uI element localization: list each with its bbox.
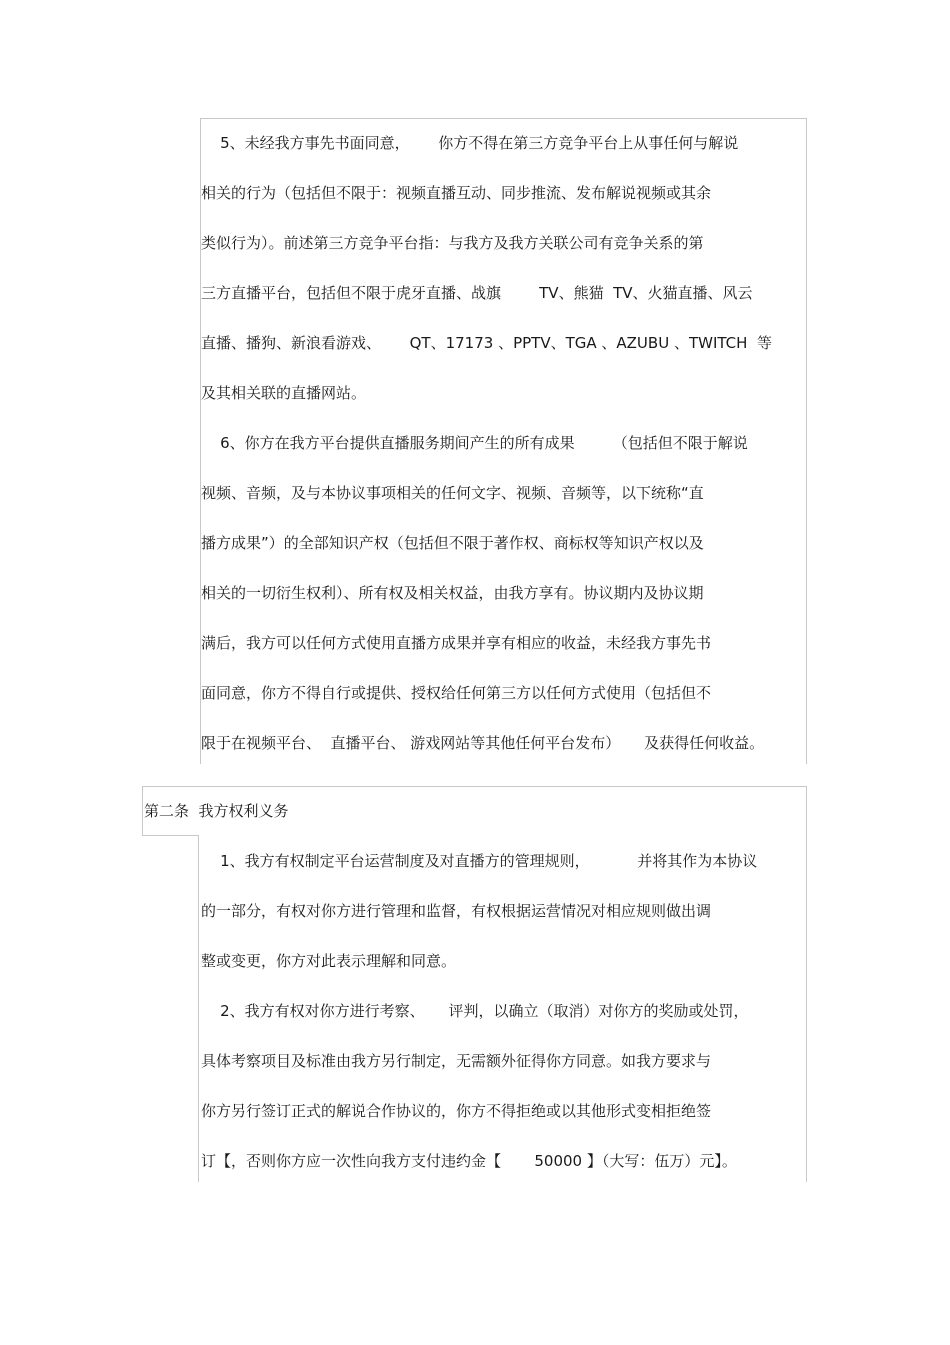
heading-left-border <box>142 786 143 836</box>
text-line: 面同意，你方不得自行或提供、授权给任何第三方以任何方式使用（包括但不 <box>201 684 712 702</box>
text-line: 2、我方有权对你方进行考察、 评判，以确立（取消）对你方的奖励或处罚， <box>201 1002 749 1020</box>
text-line: 整或变更，你方对此表示理解和同意。 <box>201 952 457 970</box>
text-line: 三方直播平台，包括但不限于虎牙直播、战旗 TV、熊猫 TV、火猫直播、风云 <box>201 284 753 302</box>
text-line: 播方成果”）的全部知识产权（包括但不限于著作权、商标权等知识产权以及 <box>201 534 704 552</box>
text-line: 1、我方有权制定平台运营制度及对直播方的管理规则， 并将其作为本协议 <box>201 852 758 870</box>
text-line: 满后，我方可以任何方式使用直播方成果并享有相应的收益，未经我方事先书 <box>201 634 712 652</box>
text-line: 6、你方在我方平台提供直播服务期间产生的所有成果 （包括但不限于解说 <box>201 434 748 452</box>
text-line: 视频、音频，及与本协议事项相关的任何文字、视频、音频等，以下统称“直 <box>201 484 704 502</box>
text-line: 类似行为）。前述第三方竞争平台指：与我方及我方关联公司有竞争关系的第 <box>201 234 704 252</box>
section2-top-border <box>142 786 807 787</box>
section2-right-border <box>806 786 807 1182</box>
section-heading: 第二条 我方权利义务 <box>144 802 289 820</box>
heading-bottom-border <box>142 835 199 836</box>
text-line: 直播、播狗、新浪看游戏、 QT、17173 、PPTV、TGA 、AZUBU 、TWITCH 等 <box>201 334 772 352</box>
text-line: 及其相关联的直播网站。 <box>201 384 367 402</box>
text-line: 具体考察项目及标准由我方另行制定，无需额外征得你方同意。如我方要求与 <box>201 1052 712 1070</box>
section1-right-border <box>806 118 807 764</box>
text-line: 你方另行签订正式的解说合作协议的，你方不得拒绝或以其他形式变相拒绝签 <box>201 1102 712 1120</box>
section2-left-border <box>198 835 199 1182</box>
text-line: 订【，否则你方应一次性向我方支付违约金【 50000 】（大写：伍万）元】。 <box>201 1152 737 1170</box>
text-line: 相关的行为（包括但不限于：视频直播互动、同步推流、发布解说视频或其余 <box>201 184 712 202</box>
section1-top-border <box>200 118 807 119</box>
text-line: 限于在视频平台、 直播平台、 游戏网站等其他任何平台发布） 及获得任何收益。 <box>201 734 765 752</box>
text-line: 的一部分，有权对你方进行管理和监督，有权根据运营情况对相应规则做出调 <box>201 902 712 920</box>
text-line: 5、未经我方事先书面同意， 你方不得在第三方竞争平台上从事任何与解说 <box>201 134 739 152</box>
text-line: 相关的一切衍生权利）、所有权及相关权益，由我方享有。协议期内及协议期 <box>201 584 704 602</box>
